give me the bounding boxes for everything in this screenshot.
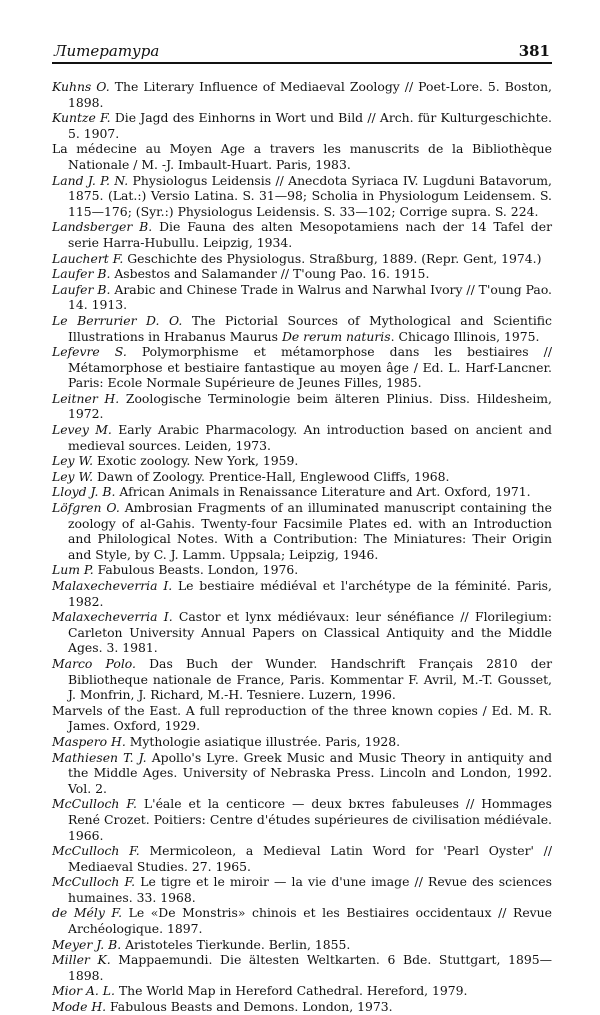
- entry-author: Malaxecheverria I.: [52, 609, 173, 625]
- bibliography-entry: [52, 79, 552, 110]
- entry-author: Meyer J. B.: [52, 936, 122, 952]
- entry-author: Ley W.: [52, 453, 94, 469]
- entry-italic-title: De rerum naturis: [281, 328, 391, 344]
- bibliography-entry: [52, 905, 552, 936]
- entry-author: Levey M.: [52, 422, 112, 438]
- entry-text: Fabulous Beasts. London, 1976.: [93, 562, 299, 578]
- entry-text: L'éale et la centicore — deux bктes fabuleuses // Hommages René Crozet. Poitiers: Centre d'études supérieures de civilisation médiévale. 1966.: [68, 796, 552, 843]
- bibliography-entry: [52, 734, 552, 750]
- bibliography-entry: [52, 391, 552, 422]
- bibliography-entry: [52, 282, 552, 313]
- entry-text: Mappaemundi. Die ältesten Weltkarten. 6 Bde. Stuttgart, 1895—1898.: [68, 952, 552, 983]
- entry-author: Maspero H.: [52, 733, 126, 749]
- bibliography-entry: [52, 110, 552, 141]
- entry-text: Dawn of Zoology. Prentice-Hall, Englewood Cliffs, 1968.: [93, 468, 450, 484]
- bibliography-entry: [52, 562, 552, 578]
- running-header: [52, 42, 552, 62]
- page-number: 381: [518, 42, 550, 60]
- entry-author: McCulloch F.: [52, 796, 137, 812]
- bibliography-entry: [52, 609, 552, 656]
- bibliography-entry: [52, 344, 552, 391]
- entry-author: Lum P.: [52, 562, 94, 578]
- entry-author: Laufer B.: [52, 266, 111, 282]
- bibliography-entry: [52, 500, 552, 562]
- entry-author: Malaxecheverria I.: [52, 578, 173, 593]
- bibliography-entry: [52, 578, 552, 609]
- entry-author: Laufer B.: [52, 281, 111, 297]
- entry-text: The Pictorial Sources of Mythological and Scientific Illustrations in Hrabanus Maurus: [68, 312, 552, 344]
- entry-text: Geschichte des Physiologus. Straßburg, 1889. (Repr. Gent, 1974.): [123, 250, 542, 266]
- bibliography-entry: [52, 983, 552, 999]
- entry-author: Marco Polo.: [52, 655, 136, 671]
- bibliography-entry: [52, 796, 552, 843]
- entry-text-tail: . Chicago Illinois, 1975.: [390, 328, 540, 344]
- entry-author: McCulloch F.: [52, 843, 140, 859]
- bibliography-entry: [52, 750, 552, 797]
- entry-author: McCulloch F.: [52, 874, 136, 890]
- header-rule: [52, 62, 552, 64]
- entry-text: Le «De Monstris» chinois et les Bestiaires occidentaux // Revue Archéologique. 1897.: [68, 905, 552, 937]
- bibliography-entry: [52, 952, 552, 983]
- entry-text: Aristoteles Tierkunde. Berlin, 1855.: [121, 936, 351, 952]
- entry-text: Castor et lynx médiévaux: leur sénéfiance // Florilegium: Carleton University Annual Papers on Classical Antiquity and the Middle Ages. 3. 1981.: [68, 609, 552, 656]
- entry-text: The Literary Influence of Mediaeval Zoology // Poet-Lore. 5. Boston, 1898.: [68, 79, 552, 110]
- entry-author: Kuntze F.: [52, 110, 111, 126]
- entry-text: Ambrosian Fragments of an illuminated manuscript containing the zoology of al-Gahis. Twenty-four Facsimile Plates ed. with an Introduction and Philological Notes. With a Contribution: The Miniatures: Their Origin and Style, by C. J. Lamm. Uppsala; Leipzig, 1946.: [68, 500, 552, 562]
- entry-author: Lauchert F.: [52, 250, 124, 266]
- entry-text: Arabic and Chinese Trade in Walrus and Narwhal Ivory // T'oung Pao. 14. 1913.: [68, 281, 552, 313]
- bibliography-entry: [52, 484, 552, 500]
- entry-author: Mior A. L.: [52, 983, 115, 999]
- entry-author: Ley W.: [52, 468, 94, 484]
- entry-text: African Animals in Renaissance Literature and Art. Oxford, 1971.: [115, 484, 531, 500]
- bibliography-entry: [52, 843, 552, 874]
- entry-author: Land J. P. N.: [52, 172, 129, 188]
- entry-text: Asbestos and Salamander // T'oung Pao. 16. 1915.: [110, 266, 430, 282]
- entry-author: Lefevre S.: [52, 344, 127, 360]
- entry-text: Mythologie asiatique illustrée. Paris, 1928.: [125, 733, 401, 749]
- entry-text: Le bestiaire médiéval et l'archétype de la féminité. Paris, 1982.: [68, 578, 552, 609]
- entry-text: Early Arabic Pharmacology. An introduction based on ancient and medieval sources. Leiden, 1973.: [68, 422, 552, 453]
- bibliography-entry: [52, 469, 552, 485]
- bibliography-entry: [52, 422, 552, 453]
- entry-author: Löfgren O.: [52, 500, 120, 516]
- bibliography-entry: [52, 937, 552, 953]
- bibliography-entry: [52, 219, 552, 250]
- bibliography-entry: [52, 453, 552, 469]
- entry-author: Mathiesen T. J.: [52, 749, 147, 765]
- entry-text: Polymorphisme et métamorphose dans les bestiaires // Métamorphose et bestiaire fantastique au moyen âge / Ed. L. Harf-Lancner. Paris: Ecole Normale Supérieure de Jeunes Filles, 1985.: [68, 344, 552, 391]
- entry-text: Zoologische Terminologie beim älteren Plinius. Diss. Hildesheim, 1972.: [68, 390, 552, 422]
- entry-text: Apollo's Lyre. Greek Music and Music Theory in antiquity and the Middle Ages. University of Nebraska Press. Lincoln and London, 1992. Vol. 2.: [68, 749, 552, 796]
- entry-text: Mermicoleon, a Medieval Latin Word for 'Pearl Oyster' // Mediaeval Studies. 27. 1965.: [68, 843, 552, 874]
- entry-author: de Mély F.: [52, 905, 123, 921]
- bibliography-entry: [52, 703, 552, 734]
- entry-text: Physiologus Leidensis // Anecdota Syriaca IV. Lugduni Batavorum, 1875. (Lat.:) Versio Latina. S. 31—98; Scholia in Physiologum Leidensem. S. 115—176; (Syr.:) Physiologus Leidensis. S. 33—102; Corrige supra. S. 224.: [68, 172, 552, 219]
- entry-text: The World Map in Hereford Cathedral. Hereford, 1979.: [114, 983, 468, 999]
- entry-author: Kuhns O.: [52, 79, 110, 94]
- bibliography-entry: [52, 173, 552, 220]
- entry-text: Exotic zoology. New York, 1959.: [93, 453, 299, 469]
- entry-text: Die Fauna des alten Mesopotamiens nach der 14 Tafel der serie Harra-Hubullu. Leipzig, 1934.: [68, 219, 552, 250]
- bibliography-entry: [52, 266, 552, 282]
- bibliography-entry: [52, 999, 552, 1015]
- bibliography-entry: [52, 251, 552, 267]
- entry-author: Le Berrurier D. O.: [52, 312, 183, 328]
- bibliography-entry: [52, 141, 552, 172]
- bibliography-entry: [52, 874, 552, 905]
- entry-text: La médecine au Moyen Age a travers les manuscrits de la Bibliothèque Nationale / M. -J. Imbault-Huart. Paris, 1983.: [52, 141, 552, 172]
- entry-text: Die Jagd des Einhorns in Wort und Bild // Arch. für Kulturgeschichte. 5. 1907.: [68, 110, 552, 141]
- entry-author: Mode H.: [52, 999, 107, 1015]
- entry-author: Miller K.: [52, 952, 111, 968]
- entry-author: Landsberger B.: [52, 219, 153, 235]
- entry-author: Leitner H.: [52, 390, 120, 406]
- bibliography-entry: [52, 656, 552, 703]
- entry-text: Fabulous Beasts and Demons. London, 1973.: [106, 999, 393, 1015]
- entry-text: Marvels of the East. A full reproduction of the three known copies / Ed. M. R. James. Oxford, 1929.: [52, 702, 552, 734]
- entry-text: Das Buch der Wunder. Handschrift Français 2810 der Bibliotheque nationale de France, Paris. Kommentar F. Avril, M.-T. Gousset, J. Monfrin, J. Richard, M.-H. Tesniere. Luzern, 1996.: [68, 655, 552, 703]
- section-title: Литература: [54, 42, 160, 60]
- entry-text: Le tigre et le miroir — la vie d'une image // Revue des sciences humaines. 33. 1968.: [68, 874, 553, 905]
- bibliography-list: [52, 79, 552, 1015]
- entry-author: Lloyd J. B.: [52, 484, 116, 500]
- bibliography-entry: [52, 313, 552, 344]
